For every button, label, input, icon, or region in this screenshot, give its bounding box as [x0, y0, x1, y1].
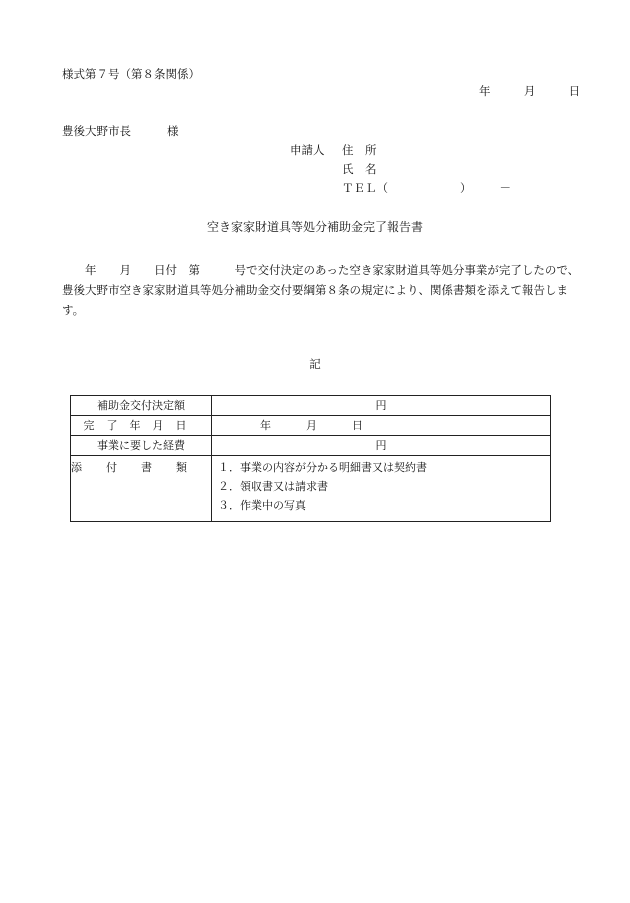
applicant-tel-row	[290, 181, 511, 200]
grant-amount-value: 円	[212, 396, 551, 416]
table-row	[71, 436, 551, 456]
tel-close: ）	[460, 181, 472, 195]
tel-label: ＴＥＬ（	[342, 181, 388, 195]
tel-dash: －	[499, 181, 511, 195]
completion-date-label: 完了年月日	[71, 416, 212, 436]
table-row	[71, 396, 551, 416]
list-item: １．事業の内容が分かる明細書又は契約書	[218, 461, 427, 474]
table-row	[71, 456, 551, 522]
expense-label: 事業に要した経費	[71, 436, 212, 456]
attachments-list	[212, 456, 551, 522]
list-item: ３．作業中の写真	[218, 499, 306, 512]
address-label: 住 所	[342, 143, 377, 157]
date-month: 月	[523, 84, 536, 98]
document-title: 空き家家財道具等処分補助金完了報告書	[206, 220, 423, 234]
addressee-name: 豊後大野市長	[62, 124, 131, 138]
completion-month: 月	[306, 419, 317, 432]
applicant-block	[290, 143, 511, 200]
addressee-honorific: 様	[167, 124, 179, 138]
date-line	[479, 84, 580, 98]
table-row	[71, 416, 551, 436]
attachments-label: 添付書類	[71, 456, 212, 522]
ki-heading: 記	[309, 357, 321, 371]
applicant-address-row	[290, 143, 511, 162]
name-label: 氏 名	[342, 162, 377, 176]
addressee	[62, 124, 179, 138]
list-item: ２．領収書又は請求書	[218, 480, 328, 493]
applicant-role: 申請人	[290, 143, 325, 157]
date-day: 日	[568, 84, 581, 98]
report-body: 年 月 日付 第 号で交付決定のあった空き家家財道具等処分事業が完了したので、豊後大野市空き家家財道具等処分補助金交付要綱第８条の規定により、関係書類を添えて報告します。	[62, 263, 580, 317]
date-year: 年	[479, 84, 491, 98]
completion-year: 年	[260, 419, 271, 432]
report-table	[70, 395, 551, 522]
grant-amount-label: 補助金交付決定額	[71, 396, 212, 416]
expense-value: 円	[212, 436, 551, 456]
applicant-name-row	[290, 162, 511, 181]
completion-day: 日	[352, 419, 363, 432]
completion-date-value	[212, 416, 551, 436]
form-number: 様式第７号（第８条関係）	[62, 67, 200, 81]
